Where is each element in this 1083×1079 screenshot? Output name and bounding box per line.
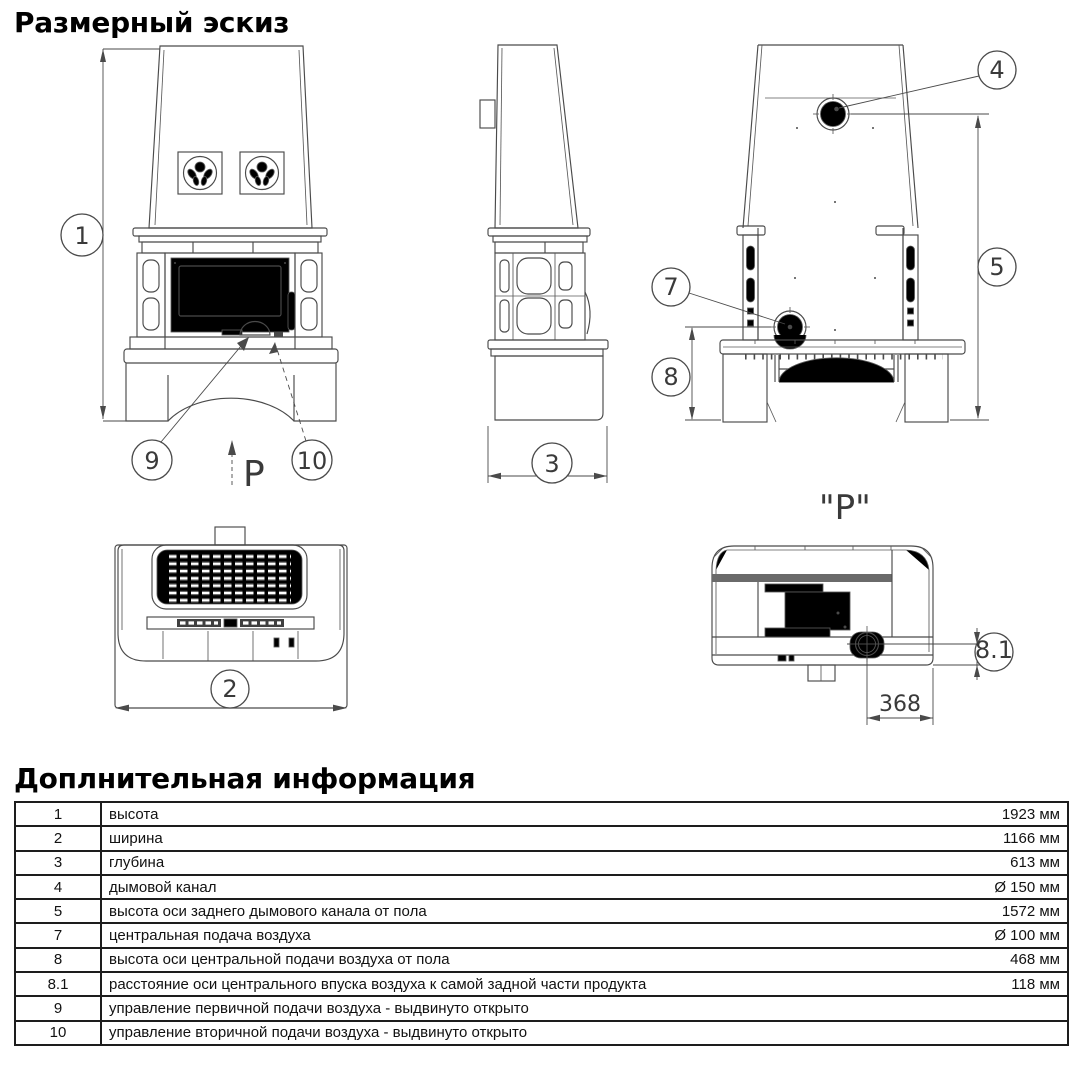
dim-368-label: 368 [879,692,921,717]
decor-tile-right [240,152,284,194]
row-number: 2 [15,826,101,850]
row-description: глубина [101,851,910,875]
back-view-drawing [645,30,1065,530]
callout-3-label: 3 [544,450,560,478]
mantel-shelf [133,228,327,253]
view-direction-arrow [228,440,265,495]
bottom-tab [808,665,835,681]
section-air-inlet [847,626,977,662]
back-columns [737,226,918,340]
dimension-8 [652,327,771,420]
row-description: высота [101,802,910,826]
row-number: 8 [15,948,101,972]
callout-1: 1 [74,222,90,250]
back-panel [743,45,918,340]
row-value [910,1021,1068,1045]
row-value: 1166 мм [910,826,1068,850]
row-value: 468 мм [910,948,1068,972]
row-value: Ø 150 мм [910,875,1068,899]
side-view-drawing [455,42,665,492]
row-number: 7 [15,923,101,947]
row-description: ширина [101,826,910,850]
row-number: 3 [15,851,101,875]
callout-7 [652,268,785,324]
top-grille [152,545,307,609]
info-section-title: Доплнительная информация [14,762,476,795]
row-description: центральная подача воздуха [101,923,910,947]
table-row [15,875,1068,899]
firebox-door [165,253,295,337]
side-bench [488,340,608,356]
row-number: 4 [15,875,101,899]
table-row [15,1021,1068,1045]
table-row [15,923,1068,947]
table-row [15,899,1068,923]
door-handle [288,292,295,330]
callout-9-label: 9 [144,447,160,475]
row-number: 10 [15,1021,101,1045]
top-front-band [147,617,314,661]
view-arrow-label: P [243,454,265,495]
table-row [15,826,1068,850]
row-description: дымовой канал [101,875,910,899]
page-title: Размерный эскиз [14,6,290,39]
section-interior [712,550,933,681]
firebox [137,253,322,337]
dimension-8-1 [933,628,1013,680]
hearth-bench [124,337,338,363]
dimension-2 [115,670,347,711]
side-mantel [488,228,590,253]
decor-tile-left [178,152,222,194]
callout-8-label: 8 [663,363,679,391]
callout-4-label: 4 [989,56,1005,84]
row-number: 8.1 [15,972,101,996]
row-value: Ø 100 мм [910,923,1068,947]
table-row [15,802,1068,826]
row-description: управление вторичной подачи воздуха - выдвинуто открыто [101,1021,910,1045]
callout-4 [839,51,1016,108]
callout-10-label: 10 [296,447,328,475]
row-description: высота оси заднего дымового канала от пола [101,899,910,923]
rear-flue-stub [480,100,495,128]
row-description: высота оси центральной подачи воздуха от пола [101,948,910,972]
row-number: 1 [15,802,101,826]
secondary-air-control [274,332,283,337]
row-description: управление первичной подачи воздуха - выдвинуто открыто [101,996,910,1020]
info-table [14,801,1069,1046]
grille-slots [169,557,291,601]
back-base [720,340,965,422]
top-flue-tab [215,527,245,545]
firebox-rear-wall [712,574,892,582]
rear-section-view-drawing [695,540,1080,740]
row-value: 1923 мм [910,802,1068,826]
side-firebox [495,253,590,340]
callout-2-label: 2 [222,675,238,703]
chimney [149,46,312,228]
table-row [15,996,1068,1020]
side-base [495,356,603,420]
back-view-name-label: "P" [819,488,871,528]
table-row [15,851,1068,875]
table-row [15,948,1068,972]
row-number: 5 [15,899,101,923]
row-number: 9 [15,996,101,1020]
callout-5-label: 5 [989,253,1005,281]
callout-9 [132,337,249,480]
side-chimney [480,45,578,228]
top-view-drawing [105,525,395,720]
flue-outlet [813,94,853,134]
row-description: расстояние оси центрального впуска воздуха к самой задной части продукта [101,972,910,996]
row-value: 613 мм [910,851,1068,875]
dimension-1 [61,49,160,421]
table-row [15,972,1068,996]
row-value: 1572 мм [910,899,1068,923]
central-air-inlet [770,307,810,349]
row-value [910,996,1068,1020]
base-with-arch [126,363,336,421]
callout-7-label: 7 [663,273,679,301]
side-door-handle [585,292,590,334]
callout-8-1-label: 8.1 [974,636,1014,664]
row-value: 118 мм [910,972,1068,996]
front-view-drawing [60,42,430,512]
dimension-3 [488,426,607,483]
dimension-368 [867,658,933,725]
